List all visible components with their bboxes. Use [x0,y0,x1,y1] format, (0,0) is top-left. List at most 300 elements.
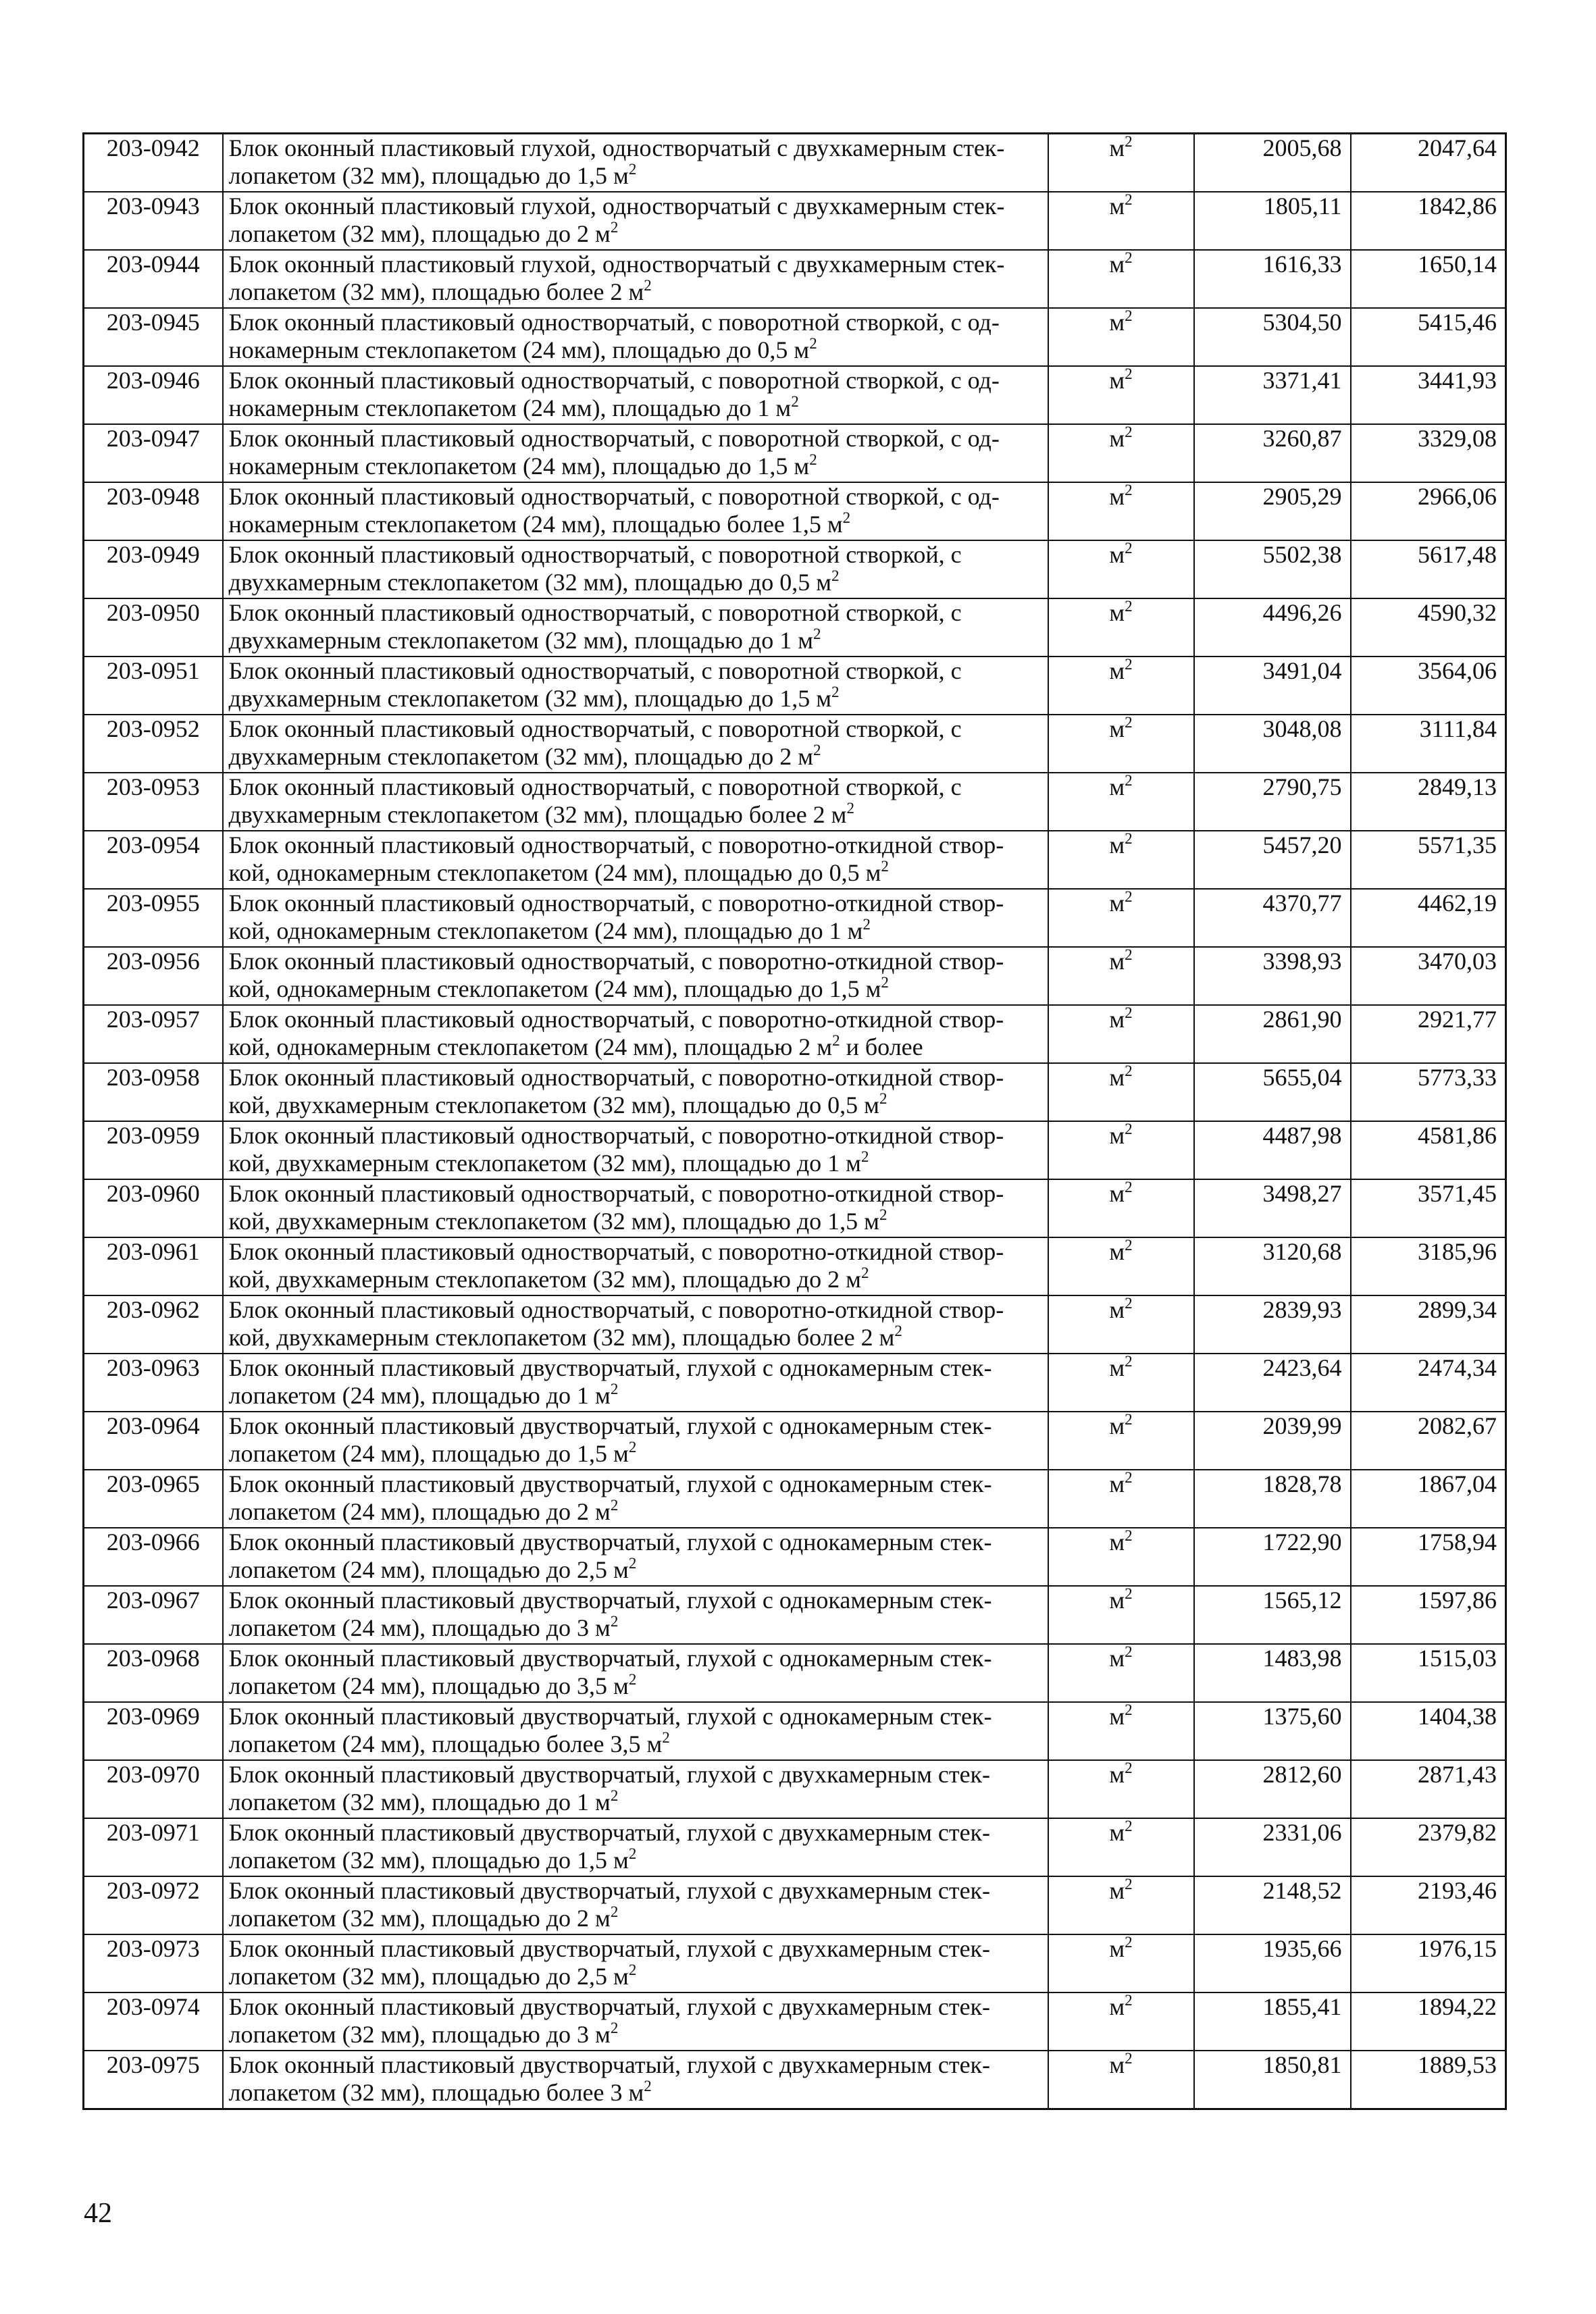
item-code: 203-0945 [84,308,223,366]
square-superscript: 2 [1125,133,1133,150]
item-description [223,1121,1048,1179]
price-column-1: 2812,60 [1194,1760,1351,1818]
unit-of-measure [1048,1412,1194,1470]
unit-text: м [1109,1412,1125,1439]
description-line-2 [229,1614,1044,1642]
description-line-2 [229,743,1044,771]
unit-text: м [1109,1703,1125,1730]
description-line-2 [229,1498,1044,1526]
unit-of-measure [1048,1644,1194,1702]
description-line-1: Блок оконный пластиковый двустворчатый, глухой с однокамерным стек- [228,1354,992,1381]
item-description [223,308,1048,366]
item-description [223,482,1048,540]
unit-text: м [1109,1645,1125,1672]
item-description [223,2051,1048,2109]
square-superscript: 2 [1125,1412,1133,1428]
item-description [223,192,1048,250]
unit-text: м [1109,483,1125,510]
table-row [84,598,1506,657]
description-line-2-text: лопакетом (32 мм), площадью до 1 м [228,1789,611,1816]
price-column-2: 2921,77 [1351,1005,1506,1063]
price-column-1: 2331,06 [1194,1818,1351,1876]
unit-of-measure [1048,657,1194,715]
item-description [223,250,1048,308]
square-superscript: 2 [1125,366,1133,382]
description-line-1: Блок оконный пластиковый одностворчатый, с поворотной створкой, с [228,657,962,684]
price-column-1: 4496,26 [1194,598,1351,657]
square-superscript: 2 [860,1148,869,1165]
description-line-2-text: двухкамерным стеклопакетом (32 мм), площадью до 0,5 м [228,569,832,596]
price-column-2: 3470,03 [1351,947,1506,1005]
unit-of-measure [1048,1237,1194,1295]
unit-text: м [1109,1354,1125,1381]
price-column-2: 1842,86 [1351,192,1506,250]
unit-of-measure [1048,1586,1194,1644]
square-superscript: 2 [1125,1121,1133,1137]
item-code: 203-0973 [84,1934,223,1992]
description-line-1: Блок оконный пластиковый двустворчатый, глухой с двухкамерным стек- [228,1819,991,1846]
item-description [223,1992,1048,2051]
description-line-2-tail: и более [840,1033,923,1060]
item-code: 203-0961 [84,1237,223,1295]
square-superscript: 2 [881,974,889,991]
square-superscript: 2 [1125,1702,1133,1718]
square-superscript: 2 [1125,540,1133,557]
table-row [84,1644,1506,1702]
description-line-1: Блок оконный пластиковый одностворчатый, с поворотно-откидной створ- [228,1064,1004,1091]
item-description [223,1876,1048,1934]
table-row [84,424,1506,482]
item-description [223,1179,1048,1237]
square-superscript: 2 [628,1961,637,1978]
description-line-1: Блок оконный пластиковый одностворчатый, с поворотной створкой, с од- [228,309,1000,336]
square-superscript: 2 [832,1032,840,1049]
unit-text: м [1109,541,1125,568]
price-column-2: 4462,19 [1351,889,1506,947]
item-code: 203-0953 [84,773,223,831]
price-column-2: 5773,33 [1351,1063,1506,1121]
description-line-2 [229,1789,1044,1816]
description-line-2 [229,1150,1044,1177]
description-line-2-text: кой, двухкамерным стеклопакетом (32 мм), площадью до 0,5 м [228,1091,879,1119]
description-line-2-text: кой, однокамерным стеклопакетом (24 мм), площадью до 1 м [228,917,863,944]
item-description [223,947,1048,1005]
square-superscript: 2 [644,2078,652,2094]
description-line-1: Блок оконный пластиковый одностворчатый, с поворотной створкой, с [228,541,962,568]
description-line-2 [229,1208,1044,1235]
description-line-1: Блок оконный пластиковый двустворчатый, глухой с однокамерным стек- [228,1645,992,1672]
price-column-2: 4581,86 [1351,1121,1506,1179]
description-line-2-text: лопакетом (24 мм), площадью до 1,5 м [228,1440,629,1467]
table-row [84,308,1506,366]
table-row [84,1876,1506,1934]
table-row [84,715,1506,773]
unit-text: м [1109,192,1125,220]
description-line-2-text: двухкамерным стеклопакетом (32 мм), площадью более 2 м [228,801,847,828]
item-code: 203-0944 [84,250,223,308]
price-column-2: 2871,43 [1351,1760,1506,1818]
price-column-2: 3185,96 [1351,1237,1506,1295]
description-line-1: Блок оконный пластиковый одностворчатый, с поворотной створкой, с [228,773,962,800]
item-code: 203-0951 [84,657,223,715]
item-code: 203-0960 [84,1179,223,1237]
description-line-2 [229,1033,1044,1061]
square-superscript: 2 [610,1903,619,1920]
unit-of-measure [1048,366,1194,424]
description-line-2-text: кой, однокамерным стеклопакетом (24 мм), площадью до 1,5 м [228,975,881,1002]
description-line-1: Блок оконный пластиковый одностворчатый, с поворотно-откидной створ- [228,1122,1004,1149]
price-column-1: 1722,90 [1194,1528,1351,1586]
square-superscript: 2 [831,684,840,700]
price-column-2: 1597,86 [1351,1586,1506,1644]
square-superscript: 2 [1125,1586,1133,1602]
item-code: 203-0942 [84,134,223,192]
item-code: 203-0966 [84,1528,223,1586]
unit-of-measure [1048,1121,1194,1179]
square-superscript: 2 [628,1671,637,1688]
square-superscript: 2 [644,277,652,294]
description-line-2 [229,627,1044,654]
item-code: 203-0956 [84,947,223,1005]
description-line-2-text: лопакетом (32 мм), площадью более 3 м [228,2079,644,2106]
square-superscript: 2 [1125,598,1133,615]
square-superscript: 2 [610,1613,619,1630]
description-line-2 [229,1266,1044,1293]
item-code: 203-0964 [84,1412,223,1470]
description-line-2 [229,569,1044,596]
unit-of-measure [1048,1295,1194,1354]
description-line-1: Блок оконный пластиковый одностворчатый, с поворотно-откидной створ- [228,1180,1004,1207]
item-description [223,657,1048,715]
price-column-2: 1515,03 [1351,1644,1506,1702]
unit-of-measure [1048,598,1194,657]
item-description [223,134,1048,192]
item-code: 203-0955 [84,889,223,947]
table-row [84,2051,1506,2109]
description-line-1: Блок оконный пластиковый одностворчатый, с поворотной створкой, с [228,715,962,742]
item-code: 203-0975 [84,2051,223,2109]
price-column-2: 1889,53 [1351,2051,1506,2109]
unit-text: м [1109,715,1125,742]
description-line-2 [229,1324,1044,1352]
unit-text: м [1109,251,1125,278]
table-body [84,134,1506,2109]
item-code: 203-0949 [84,540,223,598]
unit-of-measure [1048,715,1194,773]
description-line-2-text: нокамерным стеклопакетом (24 мм), площадью до 1 м [228,394,792,421]
square-superscript: 2 [1125,192,1133,208]
description-line-2 [229,162,1044,190]
price-column-1: 5457,20 [1194,831,1351,889]
price-column-2: 1867,04 [1351,1470,1506,1528]
item-description [223,1644,1048,1702]
square-superscript: 2 [1125,1354,1133,1370]
description-line-2-text: лопакетом (24 мм), площадью до 2,5 м [228,1556,629,1583]
description-line-2-text: двухкамерным стеклопакетом (32 мм), площадью до 1 м [228,627,814,654]
item-code: 203-0947 [84,424,223,482]
description-line-2 [229,1963,1044,1990]
square-superscript: 2 [1125,1179,1133,1195]
description-line-1: Блок оконный пластиковый двустворчатый, глухой с двухкамерным стек- [228,1935,991,1962]
square-superscript: 2 [628,1845,637,1862]
unit-of-measure [1048,192,1194,250]
description-line-2 [229,1440,1044,1468]
description-line-2 [229,1382,1044,1410]
price-column-2: 5415,46 [1351,308,1506,366]
square-superscript: 2 [809,335,817,352]
unit-of-measure [1048,831,1194,889]
description-line-2 [229,1730,1044,1758]
price-column-1: 5502,38 [1194,540,1351,598]
description-line-2 [229,1091,1044,1119]
item-code: 203-0972 [84,1876,223,1934]
price-column-1: 1375,60 [1194,1702,1351,1760]
price-column-2: 3111,84 [1351,715,1506,773]
table-row [84,1702,1506,1760]
item-code: 203-0969 [84,1702,223,1760]
square-superscript: 2 [628,161,637,178]
description-line-1: Блок оконный пластиковый двустворчатый, глухой с двухкамерным стек- [228,1761,991,1788]
description-line-2-text: нокамерным стеклопакетом (24 мм), площадью до 1,5 м [228,453,810,480]
item-code: 203-0967 [84,1586,223,1644]
table-row [84,1179,1506,1237]
unit-text: м [1109,1064,1125,1091]
price-column-1: 5304,50 [1194,308,1351,366]
table-row [84,482,1506,540]
item-description [223,1412,1048,1470]
square-superscript: 2 [881,858,889,875]
square-superscript: 2 [863,916,871,933]
unit-of-measure [1048,947,1194,1005]
square-superscript: 2 [1125,1528,1133,1544]
item-code: 203-0974 [84,1992,223,2051]
unit-text: м [1109,1587,1125,1614]
price-column-1: 5655,04 [1194,1063,1351,1121]
square-superscript: 2 [1125,1644,1133,1660]
description-line-2-text: кой, двухкамерным стеклопакетом (32 мм), площадью до 1,5 м [228,1208,879,1235]
square-superscript: 2 [831,567,840,584]
item-description [223,1354,1048,1412]
price-column-2: 1404,38 [1351,1702,1506,1760]
description-line-2-text: кой, двухкамерным стеклопакетом (32 мм), площадью до 1 м [228,1150,861,1177]
table-row [84,250,1506,308]
table-row [84,1470,1506,1528]
description-line-2 [229,801,1044,829]
description-line-1: Блок оконный пластиковый глухой, одностворчатый с двухкамерным стек- [228,134,1005,161]
price-column-1: 1855,41 [1194,1992,1351,2051]
item-description [223,1470,1048,1528]
description-line-2 [229,336,1044,364]
price-column-1: 1805,11 [1194,192,1351,250]
description-line-2 [229,859,1044,887]
description-line-2 [229,2079,1044,2107]
price-column-2: 1976,15 [1351,1934,1506,1992]
square-superscript: 2 [610,219,619,236]
price-column-1: 1935,66 [1194,1934,1351,1992]
square-superscript: 2 [1125,1005,1133,1021]
square-superscript: 2 [1125,250,1133,266]
table-row [84,1063,1506,1121]
description-line-2 [229,975,1044,1003]
square-superscript: 2 [1125,1295,1133,1312]
description-line-1: Блок оконный пластиковый двустворчатый, глухой с двухкамерным стек- [228,1993,991,2020]
description-line-2-text: лопакетом (32 мм), площадью до 2 м [228,1905,611,1932]
price-column-2: 4590,32 [1351,598,1506,657]
item-description [223,1237,1048,1295]
item-description [223,424,1048,482]
table-row [84,831,1506,889]
square-superscript: 2 [628,1439,637,1456]
description-line-2-text: лопакетом (32 мм), площадью до 2,5 м [228,1963,629,1990]
table-row [84,889,1506,947]
price-column-1: 3048,08 [1194,715,1351,773]
square-superscript: 2 [860,1264,869,1281]
description-line-2 [229,220,1044,248]
table-row [84,540,1506,598]
description-line-2 [229,685,1044,713]
description-line-2 [229,917,1044,945]
square-superscript: 2 [1125,889,1133,905]
description-line-1: Блок оконный пластиковый одностворчатый, с поворотной створкой, с од- [228,425,1000,452]
table-row [84,1586,1506,1644]
price-column-1: 1828,78 [1194,1470,1351,1528]
unit-text: м [1109,1819,1125,1846]
price-column-1: 4370,77 [1194,889,1351,947]
description-line-2-text: лопакетом (32 мм), площадью до 1,5 м [228,162,629,189]
table-row [84,1934,1506,1992]
unit-of-measure [1048,1005,1194,1063]
unit-text: м [1109,1761,1125,1788]
price-column-1: 2148,52 [1194,1876,1351,1934]
description-line-2-text: лопакетом (32 мм), площадью до 1,5 м [228,1847,629,1874]
item-description [223,1934,1048,1992]
description-line-1: Блок оконный пластиковый одностворчатый, с поворотно-откидной створ- [228,1296,1004,1323]
item-code: 203-0965 [84,1470,223,1528]
unit-of-measure [1048,1876,1194,1934]
unit-text: м [1109,1122,1125,1149]
description-line-2-text: двухкамерным стеклопакетом (32 мм), площадью до 1,5 м [228,685,832,712]
item-description [223,715,1048,773]
item-description [223,1005,1048,1063]
item-description [223,598,1048,657]
price-column-2: 3329,08 [1351,424,1506,482]
unit-of-measure [1048,1470,1194,1528]
square-superscript: 2 [846,800,854,817]
unit-text: м [1109,309,1125,336]
item-code: 203-0948 [84,482,223,540]
price-column-2: 2966,06 [1351,482,1506,540]
description-line-1: Блок оконный пластиковый одностворчатый, с поворотной створкой, с [228,599,962,626]
item-code: 203-0968 [84,1644,223,1702]
unit-text: м [1109,2051,1125,2078]
item-description [223,773,1048,831]
description-line-2-text: кой, однокамерным стеклопакетом (24 мм), площадью до 0,5 м [228,859,881,886]
square-superscript: 2 [1125,773,1133,789]
unit-text: м [1109,657,1125,684]
price-column-2: 1650,14 [1351,250,1506,308]
item-description [223,831,1048,889]
description-line-2-text: лопакетом (24 мм), площадью до 2 м [228,1498,611,1525]
description-line-2-text: лопакетом (24 мм), площадью до 3,5 м [228,1672,629,1699]
price-column-1: 2039,99 [1194,1412,1351,1470]
square-superscript: 2 [1125,482,1133,498]
description-line-1: Блок оконный пластиковый двустворчатый, глухой с двухкамерным стек- [228,1877,991,1904]
price-column-2: 2474,34 [1351,1354,1506,1412]
unit-text: м [1109,948,1125,975]
description-line-2-text: лопакетом (32 мм), площадью до 2 м [228,220,611,247]
unit-of-measure [1048,1934,1194,1992]
table-row [84,773,1506,831]
unit-text: м [1109,1470,1125,1497]
item-code: 203-0962 [84,1295,223,1354]
table-row [84,1354,1506,1412]
price-column-2: 5617,48 [1351,540,1506,598]
description-line-1: Блок оконный пластиковый одностворчатый, с поворотной створкой, с од- [228,483,1000,510]
unit-of-measure [1048,1179,1194,1237]
table-row [84,1412,1506,1470]
description-line-2-text: нокамерным стеклопакетом (24 мм), площадью более 1,5 м [228,511,843,538]
square-superscript: 2 [1125,2051,1133,2067]
square-superscript: 2 [809,451,817,468]
unit-text: м [1109,1935,1125,1962]
item-code: 203-0946 [84,366,223,424]
item-code: 203-0950 [84,598,223,657]
square-superscript: 2 [1125,947,1133,963]
price-column-2: 2899,34 [1351,1295,1506,1354]
item-code: 203-0971 [84,1818,223,1876]
square-superscript: 2 [1125,1237,1133,1254]
item-code: 203-0952 [84,715,223,773]
description-line-2 [229,1847,1044,1874]
description-line-2 [229,394,1044,422]
square-superscript: 2 [1125,715,1133,731]
table-row [84,1005,1506,1063]
price-column-2: 2082,67 [1351,1412,1506,1470]
description-line-1: Блок оконный пластиковый двустворчатый, глухой с однокамерным стек- [228,1470,992,1497]
unit-text: м [1109,831,1125,858]
price-column-2: 2849,13 [1351,773,1506,831]
unit-text: м [1109,890,1125,917]
square-superscript: 2 [813,742,821,759]
description-line-2 [229,1905,1044,1932]
square-superscript: 2 [1125,1470,1133,1486]
price-column-1: 2905,29 [1194,482,1351,540]
table-row [84,1121,1506,1179]
table-row [84,1295,1506,1354]
unit-text: м [1109,1877,1125,1904]
unit-text: м [1109,1180,1125,1207]
square-superscript: 2 [879,1206,887,1223]
price-column-2: 1758,94 [1351,1528,1506,1586]
unit-text: м [1109,599,1125,626]
price-column-2: 3564,06 [1351,657,1506,715]
unit-text: м [1109,367,1125,394]
unit-of-measure [1048,540,1194,598]
table-row [84,1760,1506,1818]
description-line-2-text: лопакетом (24 мм), площадью до 1 м [228,1382,611,1409]
price-column-2: 5571,35 [1351,831,1506,889]
unit-text: м [1109,1993,1125,2020]
description-line-1: Блок оконный пластиковый двустворчатый, глухой с однокамерным стек- [228,1703,992,1730]
unit-of-measure [1048,482,1194,540]
description-line-2 [229,511,1044,538]
description-line-1: Блок оконный пластиковый глухой, одностворчатый с двухкамерным стек- [228,251,1005,278]
unit-of-measure [1048,134,1194,192]
table-row [84,192,1506,250]
unit-of-measure [1048,308,1194,366]
price-column-1: 2790,75 [1194,773,1351,831]
price-column-1: 2839,93 [1194,1295,1351,1354]
